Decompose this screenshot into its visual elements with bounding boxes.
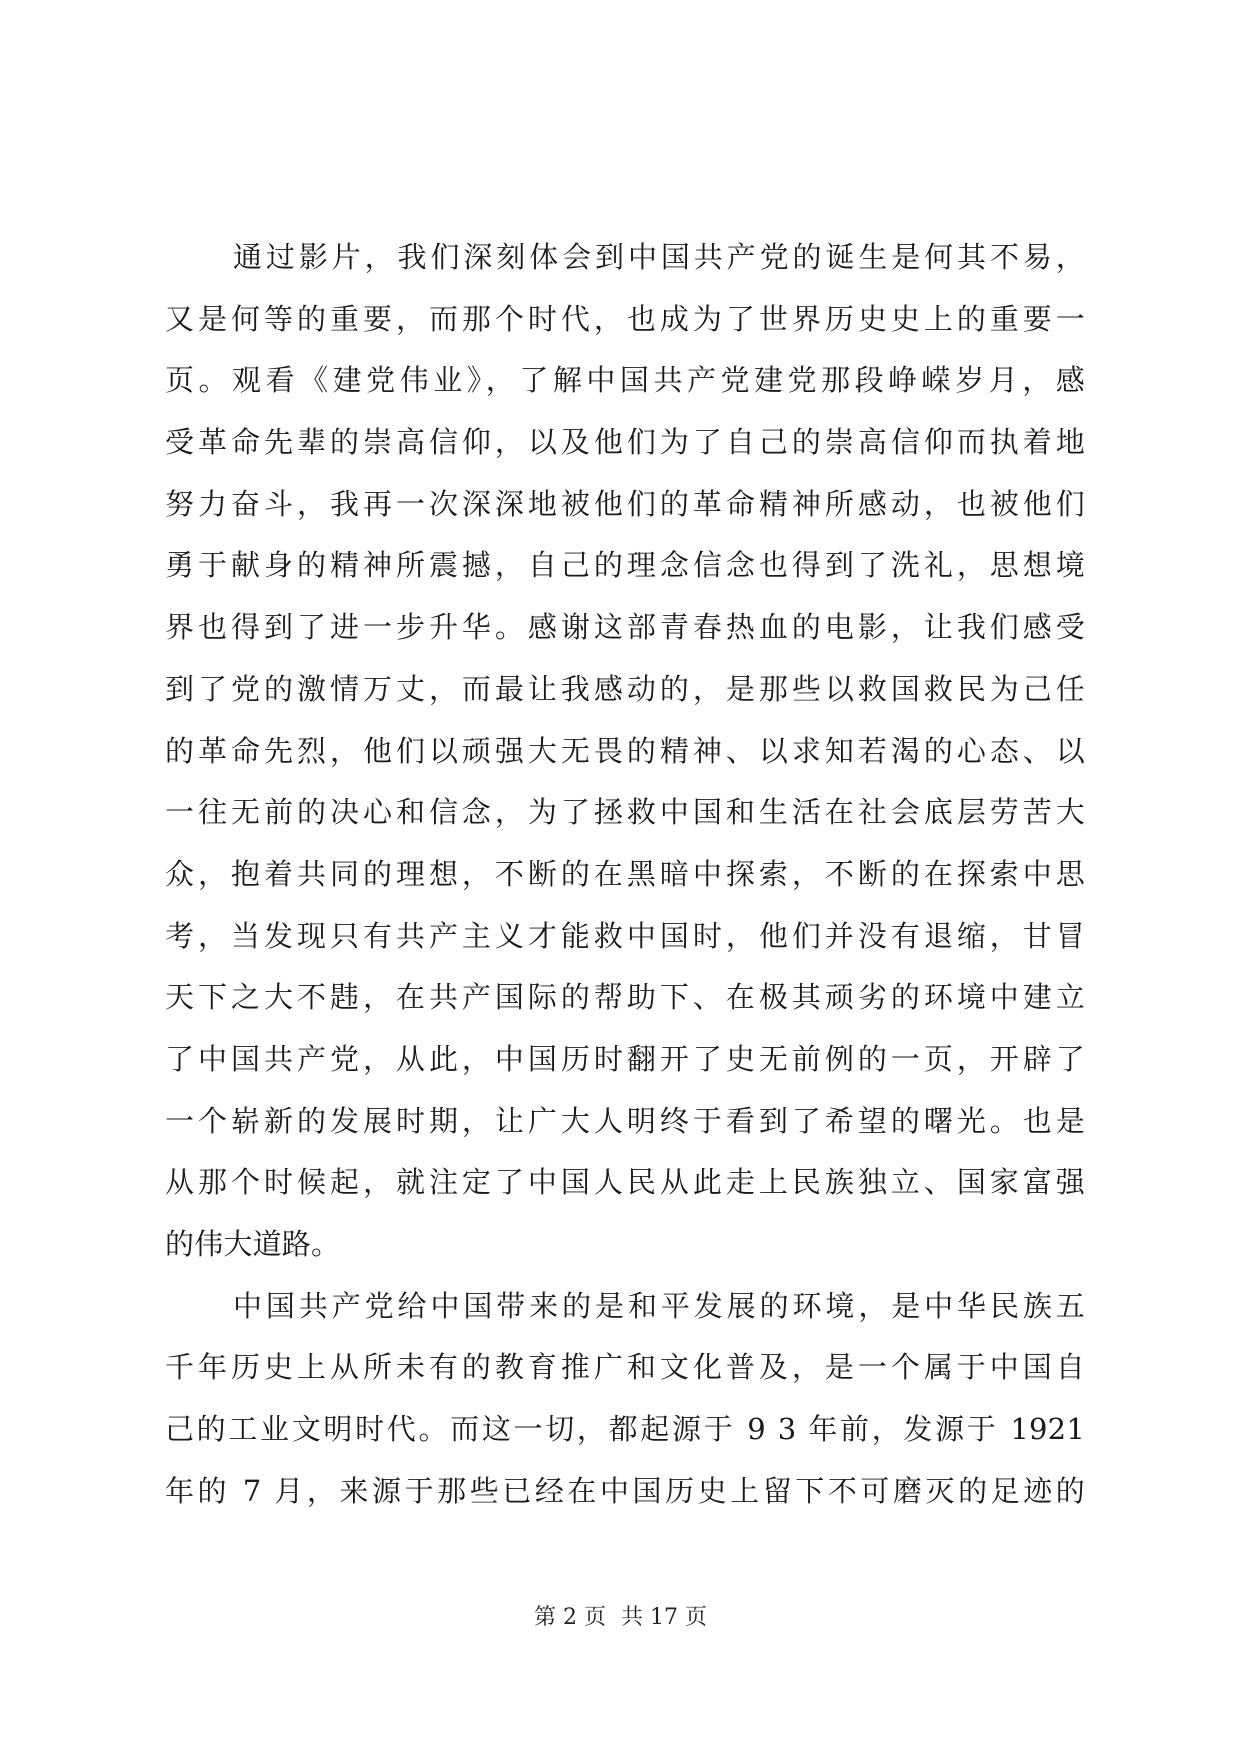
paragraph-line: 到了党的激情万丈，而最让我感动的，是那些以救国救民为己任 (165, 671, 1085, 706)
document-body (165, 227, 1085, 1522)
paragraph-line: 努力奋斗，我再一次深深地被他们的革命精神所感动，也被他们 (165, 486, 1085, 521)
paragraph-line: 年的 7 月，来源于那些已经在中国历史上留下不可磨灭的足迹的 (165, 1473, 1085, 1508)
paragraph-line: 中国共产党给中国带来的是和平发展的环境，是中华民族五 (233, 1288, 1085, 1323)
paragraph-line: 一往无前的决心和信念，为了拯救中国和生活在社会底层劳苦大 (165, 795, 1085, 830)
paragraph-line: 的伟大道路。 (165, 1227, 341, 1261)
paragraph-line: 千年历史上从所未有的教育推广和文化普及，是一个属于中国自 (165, 1350, 1085, 1385)
paragraph-line: 通过影片，我们深刻体会到中国共产党的诞生是何其不易， (233, 240, 1085, 274)
page-footer (0, 1600, 1241, 1631)
paragraph-line: 考，当发现只有共产主义才能救中国时，他们并没有退缩，甘冒 (165, 918, 1085, 953)
paragraph-line: 的革命先烈，他们以顽强大无畏的精神、以求知若渴的心态、以 (165, 733, 1085, 768)
paragraph-line: 又是何等的重要，而那个时代，也成为了世界历史史上的重要一 (165, 301, 1085, 336)
paragraph-line: 受革命先辈的崇高信仰，以及他们为了自己的崇高信仰而执着地 (165, 425, 1085, 460)
paragraph-line: 了中国共产党，从此，中国历时翻开了史无前例的一页，开辟了 (165, 1041, 1085, 1076)
paragraph-line: 众，抱着共同的理想，不断的在黑暗中探索，不断的在探索中思 (165, 856, 1085, 891)
page-number-label: 第 2 页 (534, 1605, 606, 1630)
paragraph-line: 天下之大不韪，在共产国际的帮助下、在极其顽劣的环境中建立 (165, 980, 1085, 1015)
paragraph-line: 勇于献身的精神所震撼，自己的理念信念也得到了洗礼，思想境 (165, 548, 1085, 583)
paragraph-line: 从那个时候起，就注定了中国人民从此走上民族独立、国家富强 (165, 1165, 1085, 1200)
paragraph-line: 一个崭新的发展时期，让广大人明终于看到了希望的曙光。也是 (165, 1103, 1085, 1138)
paragraph-line: 页。观看《建党伟业》，了解中国共产党建党那段峥嵘岁月，感 (165, 363, 1085, 398)
paragraph-line: 界也得到了进一步升华。感谢这部青春热血的电影，让我们感受 (165, 610, 1085, 645)
paragraph-line: 己的工业文明时代。而这一切，都起源于 9 3 年前，发源于 1921 (165, 1412, 1085, 1447)
total-pages-label: 共 17 页 (621, 1605, 707, 1630)
